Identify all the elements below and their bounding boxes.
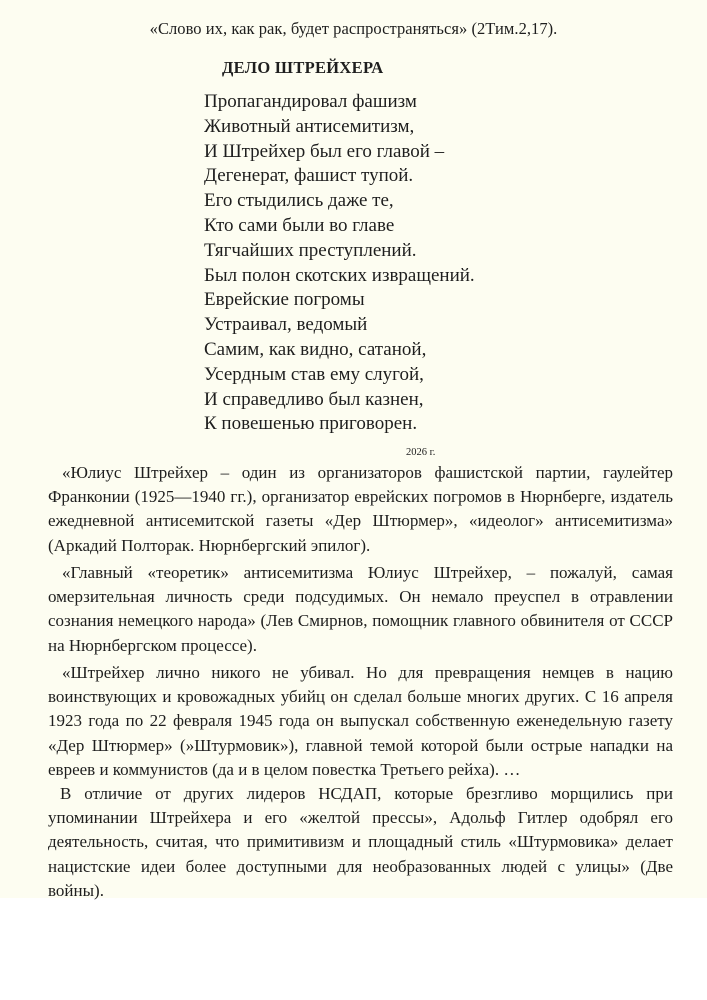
poem-line: Его стыдились даже те,: [204, 190, 394, 212]
quote-paragraph-two-wars-continued: В отличие от других лидеров НСДАП, которые брезгливо морщились при упоминании Штрейхера и его «желтой прессы», Адольф Гитлер одобрял его деятельность, считая, что примитивизм и площадный стиль «Штурмовика» делает нацистские идеи более доступными для необразованных людей с улицы» (Две войны).: [48, 784, 673, 900]
poem-line: Самим, как видно, сатаной,: [204, 338, 427, 360]
poem-line: Животный антисемитизм,: [204, 115, 415, 137]
poem-line: Усердным став ему слугой,: [204, 363, 424, 385]
poem-line: Устраивал, ведомый: [204, 314, 368, 336]
poem: [204, 90, 475, 437]
poem-line: Был полон скотских извращений.: [204, 264, 475, 286]
epigraph: «Слово их, как рак, будет распространяться» (2Тим.2,17).: [149, 19, 558, 38]
poem-line: Пропагандировал фашизм: [204, 91, 417, 112]
poem-line: Кто сами были во главе: [204, 214, 395, 236]
poem-line: И справедливо был казнен,: [204, 388, 424, 410]
quote-paragraph-smirnov: «Главный «теоретик» антисемитизма Юлиус Штрейхер, – пожалуй, самая омерзительная личность среди подсудимых. Он немало преуспел в отравлении сознания немецкого народа» (Лев Смирнов, помощник главного обвинителя от СССР на Нюрнбергском процессе).: [48, 563, 673, 655]
poem-line: Дегенерат, фашист тупой.: [204, 165, 414, 187]
poem-line: И Штрейхер был его главой –: [204, 140, 445, 162]
poem-line: Еврейские погромы: [204, 289, 365, 311]
poem-line: К повешенью приговорен.: [204, 413, 418, 435]
poem-title: ДЕЛО ШТРЕЙХЕРА: [222, 58, 384, 77]
poem-year: 2026 г.: [406, 447, 436, 458]
quote-paragraph-poltorak: «Юлиус Штрейхер – один из организаторов фашистской партии, гаулейтер Франконии (1925—1940 гг.), организатор еврейских погромов в Нюрнберге, издатель ежедневной антисемитской газеты «Дер Штюрмер», «идеолог» антисемитизма» (Аркадий Полторак. Нюрнбергский эпилог).: [48, 463, 673, 555]
quote-paragraph-two-wars: «Штрейхер лично никого не убивал. Но для превращения немцев в нацию воинствующих и кровожадных убийц он сделал больше многих других. С 16 апреля 1923 года по 22 февраля 1945 года он выпускал собственную еженедельную газету «Дер Штюрмер» (»Штурмовик»), главной темой которой были острые нападки на евреев и коммунистов (да и в целом повестка Третьего рейха). …: [48, 663, 673, 779]
poem-line: Тягчайших преступлений.: [204, 239, 417, 261]
